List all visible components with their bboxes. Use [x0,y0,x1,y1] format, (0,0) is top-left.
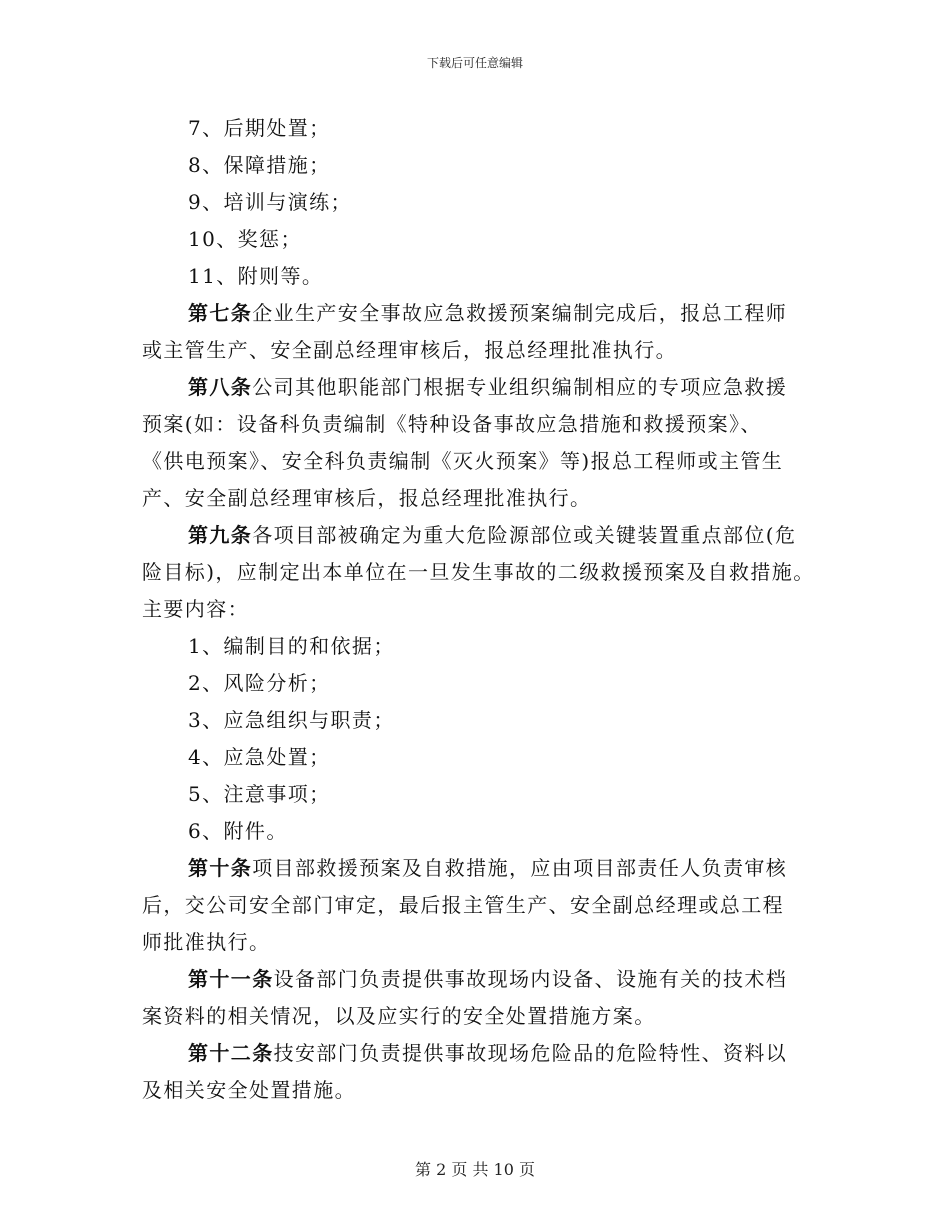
list-item: 6、附件。 [188,819,288,843]
list-item: 7、后期处置； [188,116,331,140]
list-item: 2、风险分析； [188,671,331,695]
article-12-heading: 第十二条 [188,1041,274,1065]
article-8-heading: 第八条 [188,375,253,399]
article-8-line-1: 第八条公司其他职能部门根据专业组织编制相应的专项应急救援 [188,375,788,399]
article-11-line-1: 第十一条设备部门负责提供事故现场内设备、设施有关的技术档 [188,967,788,991]
article-11-line-2: 案资料的相关情况，以及应实行的安全处置措施方案。 [142,1004,656,1028]
article-9-line-1: 第九条各项目部被确定为重大危险源部位或关键装置重点部位(危 [188,523,797,547]
article-10-heading: 第十条 [188,856,253,880]
article-8-line-4: 产、安全副总经理审核后，报总经理批准执行。 [142,486,592,510]
article-7-line-2: 或主管生产、安全副总经理审核后，报总经理批准执行。 [142,338,677,362]
article-7-line-1: 第七条企业生产安全事故应急救援预案编制完成后，报总工程师 [188,301,788,325]
list-item: 10、奖惩； [188,227,302,251]
list-item: 5、注意事项； [188,782,331,806]
article-12-line-1: 第十二条技安部门负责提供事故现场危险品的危险特性、资料以 [188,1041,788,1065]
list-item: 11、附则等。 [188,264,324,288]
article-10-line-2: 后，交公司安全部门审定，最后报主管生产、安全副总经理或总工程 [142,893,784,917]
list-item: 4、应急处置； [188,745,331,769]
article-8-line-3: 《供电预案》、安全科负责编制《灭火预案》等)报总工程师或主管生 [142,449,784,473]
list-item: 8、保障措施； [188,153,331,177]
page-header: 下载后可任意编辑 [426,56,523,70]
article-9-line-2: 险目标)，应制定出本单位在一旦发生事故的二级救援预案及自救措施。 [142,560,815,584]
article-7-heading: 第七条 [188,301,253,325]
list-item: 9、培训与演练； [188,190,352,214]
list-item: 1、编制目的和依据； [188,634,395,658]
article-9-line-3: 主要内容： [142,597,249,621]
article-8-line-2: 预案(如：设备科负责编制《特种设备事故应急措施和救援预案》、 [142,412,762,436]
article-12-line-2: 及相关安全处置措施。 [142,1078,356,1102]
page-footer: 第 2 页 共 10 页 [415,1160,535,1179]
list-item: 3、应急组织与职责； [188,708,395,732]
article-11-heading: 第十一条 [188,967,274,991]
article-10-line-1: 第十条项目部救援预案及自救措施，应由项目部责任人负责审核 [188,856,788,880]
article-9-heading: 第九条 [188,523,253,547]
article-10-line-3: 师批准执行。 [142,930,271,954]
